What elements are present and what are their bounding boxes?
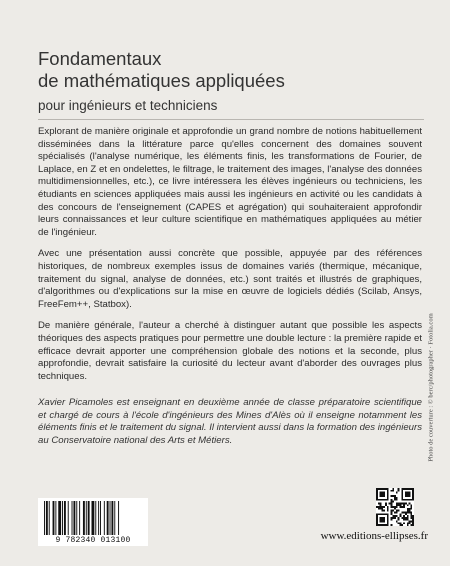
blurb [38, 126, 422, 457]
author-bio: Xavier Picamoles est enseignant en deuxième année de classe préparatoire scientifique et chargé de cours à l'école d'ingénieurs des Mines d'Alès où il enseigne notamment les éléments finis et le traitement du signal. Il intervient aussi dans la formation des ingénieurs au Conservatoire national des Arts et Métiers. [38, 397, 422, 447]
blurb-paragraph-1: Explorant de manière originale et approfondie un grand nombre de notions habituellement disséminées dans la littérature parce qu'elles concernent des domaines souvent spécialisés (l'analyse numérique, les éléments finis, les transformations de Fourier, de Laplace, en Z et en ondelettes, le filtrage, le traitement des images, l'analyse des données multidimensionnelles, etc.), ce livre intéressera les élèves ingénieurs ou techniciens, les étudiants en sciences appliquées mais aussi les ingénieurs en activité ou les candidats à des concours de l'enseignement (CAPES et agrégation) qui souhaiteraient approfondir leurs connaissances et leur culture scientifique en mathématiques appliquées au métier de l'ingénieur. [38, 126, 422, 238]
qr-code-icon [376, 488, 414, 526]
barcode-bars [38, 498, 148, 536]
blurb-paragraph-2: Avec une présentation aussi concrète que possible, appuyée par des références historiques, de nombreux exemples issus de domaines variés (thermique, mécanique, traitement du signal, analyse de données, etc.) sont traités et illustrés de graphiques, d'algorithmes ou d'explications sur la mise en œuvre de logiciels dédiés (Scilab, Ansys, FreeFem++, Statbox). [38, 248, 422, 310]
title-block [38, 48, 418, 113]
photo-credit [424, 275, 438, 500]
book-subtitle: pour ingénieurs et techniciens [38, 98, 218, 113]
title-divider [38, 119, 424, 120]
barcode-digits: 9 782340 013100 [55, 536, 131, 545]
book-title [38, 48, 418, 92]
title-line-2: de mathématiques appliquées [38, 70, 285, 91]
qr-code-modules [376, 488, 414, 526]
barcode-icon [38, 498, 148, 546]
blurb-paragraph-3: De manière générale, l'auteur a cherché à distinguer autant que possible les aspects théoriques des aspects pratiques pour permettre une double lecture : la première rapide et efficace devrait apporter une compréhension globale des notions et la seconde, plus approfondie, devrait satisfaire la curiosité du lecteur avant d'aborder des ouvrages plus techniques. [38, 320, 422, 382]
photo-credit-text: Photo de couverture : © berc/photographer · Fotolia.com [427, 313, 435, 462]
publisher-website[interactable]: www.editions-ellipses.fr [320, 530, 428, 542]
title-line-1: Fondamentaux [38, 48, 162, 69]
